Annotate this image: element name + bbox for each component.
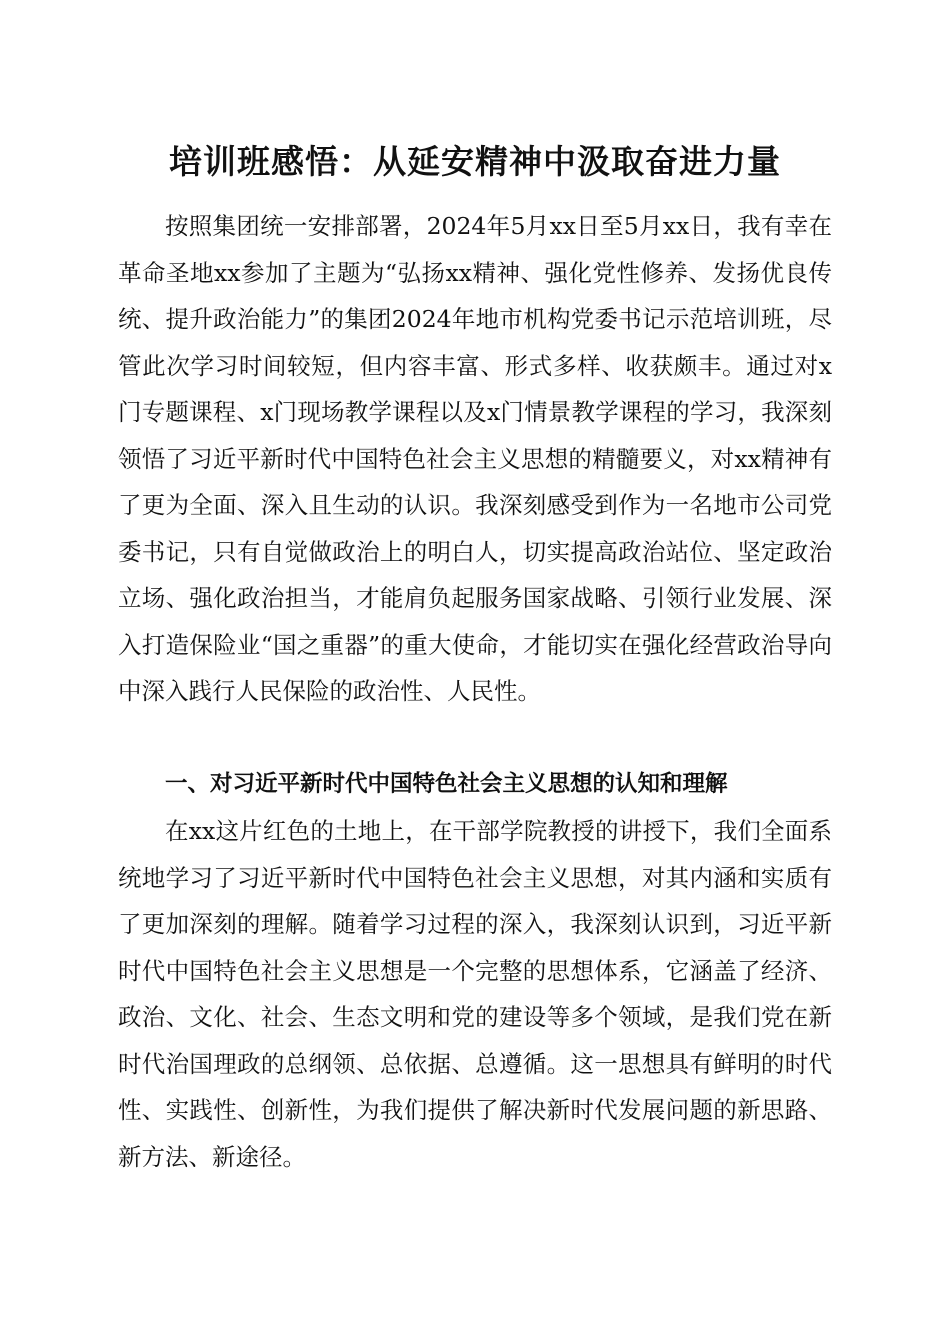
paragraph-section-1: 在xx这片红色的土地上，在干部学院教授的讲授下，我们全面系统地学习了习近平新时代中国特色社会主义思想，对其内涵和实质有了更加深刻的理解。随着学习过程的深入，我深刻认识到，习近平新时代中国特色社会主义思想是一个完整的思想体系，它涵盖了经济、政治、文化、社会、生态文明和党的建设等多个领域，是我们党在新时代治国理政的总纲领、总依据、总遵循。这一思想具有鲜明的时代性、实践性、创新性，为我们提供了解决新时代发展问题的新思路、新方法、新途径。 [118,817,832,1171]
paragraph-intro: 按照集团统一安排部署，2024年5月xx日至5月xx日，我有幸在革命圣地xx参加了主题为“弘扬xx精神、强化党性修养、发扬优良传统、提升政治能力”的集团2024年地市机构党委书记示范培训班，尽管此次学习时间较短，但内容丰富、形式多样、收获颇丰。通过对x门专题课程、x门现场教学课程以及x门情景教学课程的学习，我深刻领悟了习近平新时代中国特色社会主义思想的精髓要义，对xx精神有了更为全面、深入且生动的认识。我深刻感受到作为一名地市公司党委书记，只有自觉做政治上的明白人，切实提高政治站位、坚定政治立场、强化政治担当，才能肩负起服务国家战略、引领行业发展、深入打造保险业“国之重器”的重大使命，才能切实在强化经营政治导向中深入践行人民保险的政治性、人民性。 [118,212,832,705]
document-title: 培训班感悟：从延安精神中汲取奋进力量 [169,142,781,181]
section-heading-1: 一、对习近平新时代中国特色社会主义思想的认知和理解 [165,771,728,797]
